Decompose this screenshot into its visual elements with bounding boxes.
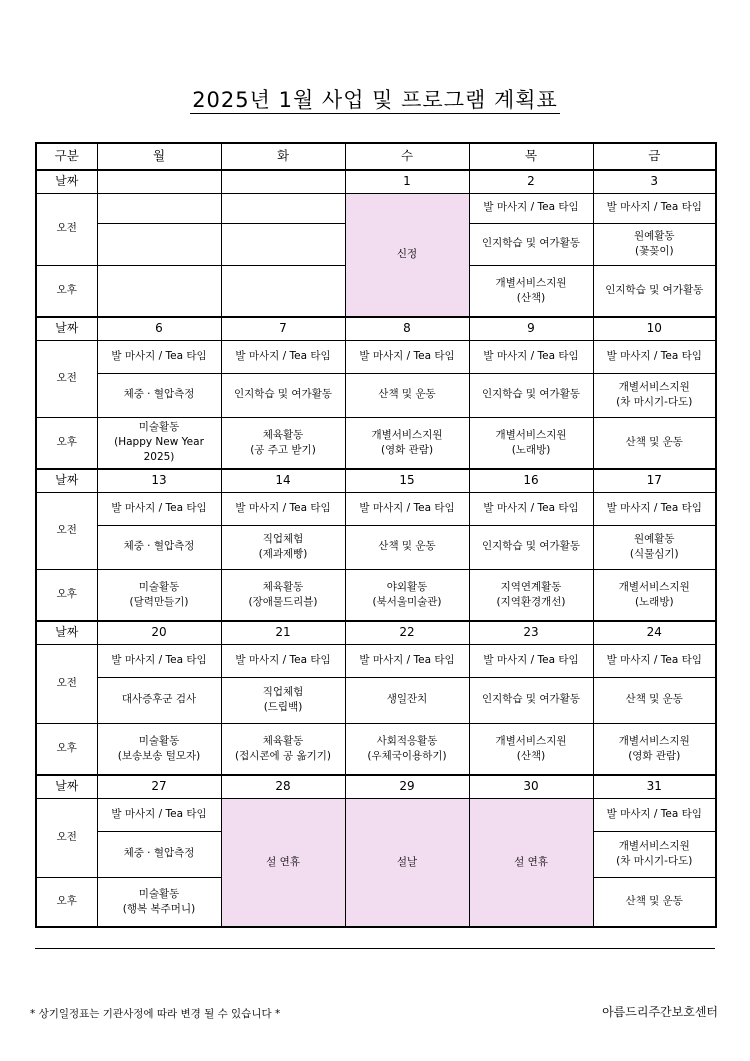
header-label: 구분	[36, 143, 97, 170]
schedule-cell: 발 마사지 / Tea 타임	[345, 340, 469, 373]
schedule-cell: 인지학습 및 여가활동	[469, 677, 593, 723]
am-row-2	[36, 373, 716, 417]
schedule-cell: 개별서비스지원 (영화 관람)	[345, 417, 469, 469]
schedule-cell: 발 마사지 / Tea 타임	[97, 492, 221, 525]
schedule-cell: 인지학습 및 여가활동	[469, 223, 593, 265]
schedule-cell: 발 마사지 / Tea 타임	[593, 492, 716, 525]
date-cell: 27	[97, 775, 221, 798]
header-day: 화	[221, 143, 345, 170]
schedule-cell: 발 마사지 / Tea 타임	[593, 193, 716, 223]
schedule-cell: 개별서비스지원 (노래방)	[593, 569, 716, 621]
am-row-2	[36, 677, 716, 723]
schedule-cell: 발 마사지 / Tea 타임	[469, 340, 593, 373]
pm-row	[36, 569, 716, 621]
schedule-cell: 발 마사지 / Tea 타임	[593, 644, 716, 677]
organization-name: 아름드리주간보호센터	[602, 1005, 718, 1019]
date-cell: 31	[593, 775, 716, 798]
header-day: 월	[97, 143, 221, 170]
schedule-cell: 발 마사지 / Tea 타임	[469, 492, 593, 525]
am-row-1	[36, 193, 716, 223]
date-label: 날짜	[36, 317, 97, 340]
schedule-cell: 원예활동 (식물심기)	[593, 525, 716, 569]
schedule-cell: 체중 · 혈압측정	[97, 373, 221, 417]
pm-label: 오후	[36, 569, 97, 621]
am-row-1	[36, 340, 716, 373]
schedule-cell: 산책 및 운동	[345, 525, 469, 569]
schedule-cell: 발 마사지 / Tea 타임	[221, 492, 345, 525]
date-cell: 8	[345, 317, 469, 340]
am-label: 오전	[36, 798, 97, 877]
schedule-cell: 산책 및 운동	[593, 677, 716, 723]
date-cell: 14	[221, 469, 345, 492]
schedule-cell: 미술활동 (행복 복주머니)	[97, 877, 221, 927]
am-label: 오전	[36, 644, 97, 723]
pm-row	[36, 723, 716, 775]
schedule-cell: 개별서비스지원 (차 마시기-다도)	[593, 373, 716, 417]
schedule-cell: 개별서비스지원 (산책)	[469, 265, 593, 317]
date-cell: 24	[593, 621, 716, 644]
header-day: 수	[345, 143, 469, 170]
am-label: 오전	[36, 340, 97, 417]
date-row	[36, 317, 716, 340]
schedule-cell	[221, 223, 345, 265]
date-cell: 20	[97, 621, 221, 644]
schedule-cell	[97, 223, 221, 265]
am-row-1	[36, 492, 716, 525]
schedule-cell: 인지학습 및 여가활동	[221, 373, 345, 417]
holiday-cell: 설 연휴	[469, 798, 593, 927]
schedule-cell	[221, 265, 345, 317]
date-cell: 15	[345, 469, 469, 492]
schedule-cell: 개별서비스지원 (차 마시기-다도)	[593, 831, 716, 877]
schedule-cell: 발 마사지 / Tea 타임	[221, 644, 345, 677]
am-row-1	[36, 644, 716, 677]
schedule-cell: 개별서비스지원 (산책)	[469, 723, 593, 775]
schedule-cell: 미술활동 (보송보송 털모자)	[97, 723, 221, 775]
holiday-cell: 설날	[345, 798, 469, 927]
holiday-cell: 신정	[345, 193, 469, 317]
schedule-cell: 발 마사지 / Tea 타임	[593, 798, 716, 831]
date-cell	[97, 170, 221, 193]
schedule-cell: 발 마사지 / Tea 타임	[345, 644, 469, 677]
date-cell: 10	[593, 317, 716, 340]
date-cell: 30	[469, 775, 593, 798]
schedule-cell: 체육활동 (장애물드리블)	[221, 569, 345, 621]
schedule-cell: 발 마사지 / Tea 타임	[469, 193, 593, 223]
schedule-cell: 발 마사지 / Tea 타임	[97, 798, 221, 831]
date-cell: 13	[97, 469, 221, 492]
date-cell	[221, 170, 345, 193]
schedule-cell	[97, 193, 221, 223]
date-row	[36, 469, 716, 492]
pm-label: 오후	[36, 877, 97, 927]
pm-label: 오후	[36, 265, 97, 317]
date-cell: 22	[345, 621, 469, 644]
footnote: * 상기일정표는 기관사정에 따라 변경 될 수 있습니다 *	[30, 1008, 281, 1020]
date-row	[36, 621, 716, 644]
date-cell: 1	[345, 170, 469, 193]
header-row	[36, 143, 716, 170]
date-cell: 28	[221, 775, 345, 798]
schedule-cell: 직업체험 (드립백)	[221, 677, 345, 723]
schedule-cell: 산책 및 운동	[593, 877, 716, 927]
schedule-cell: 개별서비스지원 (노래방)	[469, 417, 593, 469]
schedule-cell: 발 마사지 / Tea 타임	[97, 644, 221, 677]
header-day: 목	[469, 143, 593, 170]
date-row	[36, 170, 716, 193]
schedule-cell: 미술활동 (달력만들기)	[97, 569, 221, 621]
am-label: 오전	[36, 193, 97, 265]
schedule-cell	[221, 193, 345, 223]
date-cell: 7	[221, 317, 345, 340]
pm-label: 오후	[36, 723, 97, 775]
date-cell: 3	[593, 170, 716, 193]
date-cell: 2	[469, 170, 593, 193]
schedule-cell: 발 마사지 / Tea 타임	[469, 644, 593, 677]
schedule-cell: 지역연계활동 (지역환경개선)	[469, 569, 593, 621]
date-cell: 9	[469, 317, 593, 340]
pm-row	[36, 417, 716, 469]
am-row-2	[36, 525, 716, 569]
date-label: 날짜	[36, 469, 97, 492]
date-cell: 16	[469, 469, 593, 492]
schedule-cell: 대사증후군 검사	[97, 677, 221, 723]
schedule-cell: 인지학습 및 여가활동	[469, 373, 593, 417]
schedule-cell: 발 마사지 / Tea 타임	[97, 340, 221, 373]
schedule-cell: 생일잔치	[345, 677, 469, 723]
schedule-cell: 발 마사지 / Tea 타임	[221, 340, 345, 373]
pm-label: 오후	[36, 417, 97, 469]
schedule-cell: 원예활동 (꽃꽂이)	[593, 223, 716, 265]
date-cell: 29	[345, 775, 469, 798]
schedule-cell: 인지학습 및 여가활동	[469, 525, 593, 569]
bottom-rule	[35, 948, 715, 949]
holiday-cell: 설 연휴	[221, 798, 345, 927]
schedule-cell: 체육활동 (접시콘에 공 옮기기)	[221, 723, 345, 775]
schedule-cell: 체중 · 혈압측정	[97, 525, 221, 569]
date-label: 날짜	[36, 170, 97, 193]
date-cell: 17	[593, 469, 716, 492]
date-row	[36, 775, 716, 798]
schedule-cell: 체중 · 혈압측정	[97, 831, 221, 877]
schedule-cell	[97, 265, 221, 317]
schedule-cell: 개별서비스지원 (영화 관람)	[593, 723, 716, 775]
am-label: 오전	[36, 492, 97, 569]
date-label: 날짜	[36, 775, 97, 798]
schedule-cell: 미술활동 (Happy New Year 2025)	[97, 417, 221, 469]
schedule-cell: 사회적응활동 (우체국이용하기)	[345, 723, 469, 775]
schedule-cell: 야외활동 (북서울미술관)	[345, 569, 469, 621]
schedule-cell: 발 마사지 / Tea 타임	[345, 492, 469, 525]
am-row-1	[36, 798, 716, 831]
header-day: 금	[593, 143, 716, 170]
date-label: 날짜	[36, 621, 97, 644]
schedule-cell: 직업체험 (제과제빵)	[221, 525, 345, 569]
date-cell: 6	[97, 317, 221, 340]
date-cell: 21	[221, 621, 345, 644]
schedule-cell: 산책 및 운동	[345, 373, 469, 417]
schedule-cell: 발 마사지 / Tea 타임	[593, 340, 716, 373]
schedule-cell: 인지학습 및 여가활동	[593, 265, 716, 317]
schedule-table	[35, 142, 717, 928]
page-title: 2025년 1월 사업 및 프로그램 계획표	[192, 88, 558, 112]
schedule-cell: 산책 및 운동	[593, 417, 716, 469]
date-cell: 23	[469, 621, 593, 644]
schedule-cell: 체육활동 (공 주고 받기)	[221, 417, 345, 469]
